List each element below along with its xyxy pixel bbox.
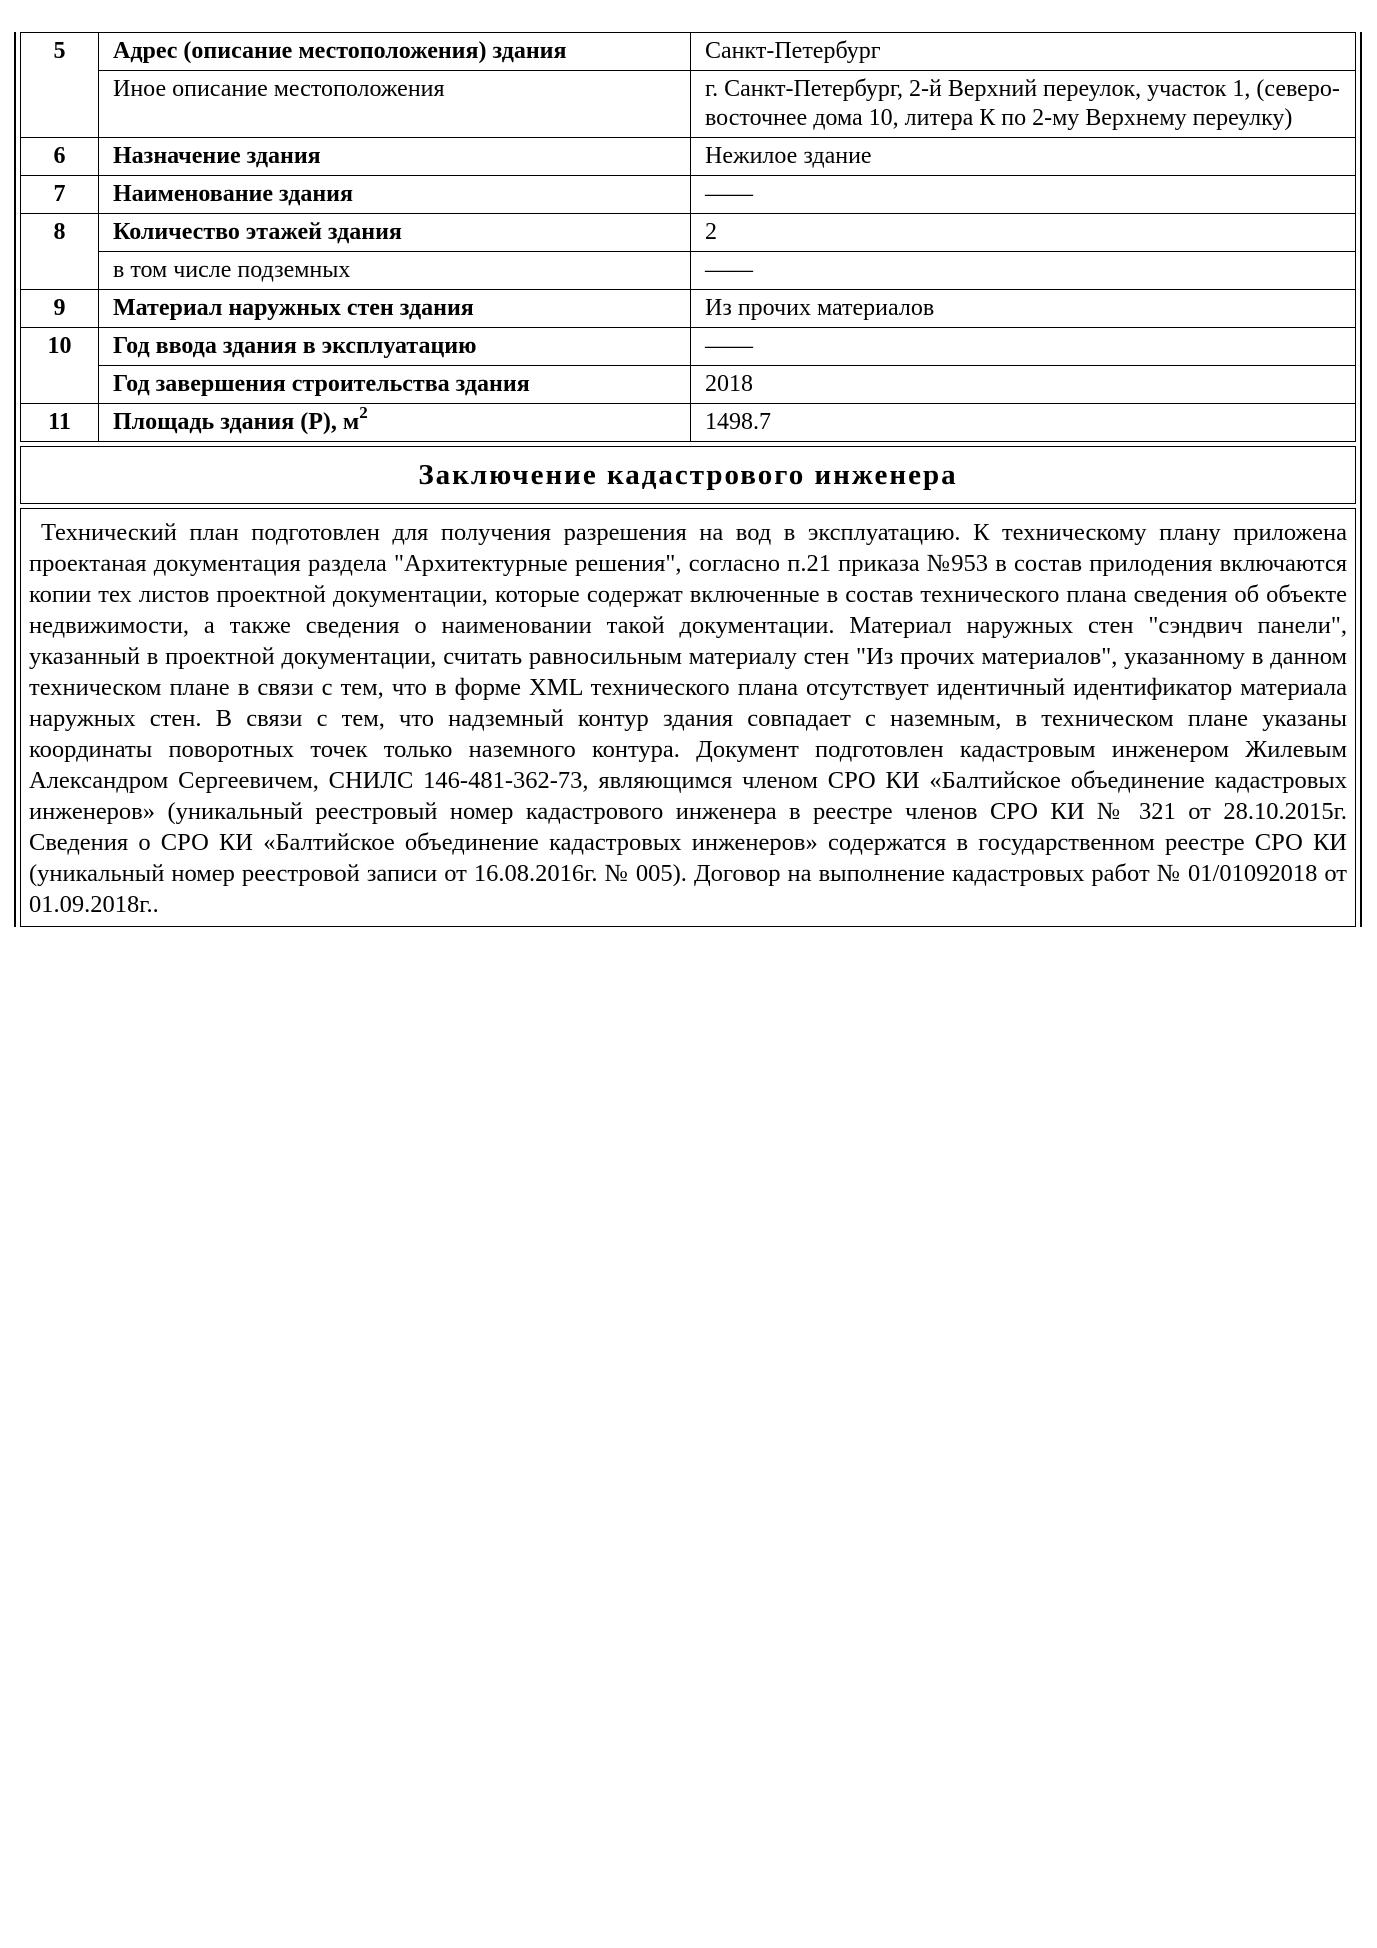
row-value: г. Санкт-Петербург, 2-й Верхний переулок, участок 1, (северо-восточнее дома 10, литера К по 2-му Верхнему переулку) bbox=[691, 71, 1356, 138]
table-row bbox=[21, 71, 1356, 138]
row-label: Год завершения строительства здания bbox=[99, 366, 691, 404]
table-row bbox=[21, 404, 1356, 442]
row-value: —— bbox=[691, 328, 1356, 366]
row-label: Иное описание местоположения bbox=[99, 71, 691, 138]
row-label: Назначение здания bbox=[99, 138, 691, 176]
row-value: Из прочих материалов bbox=[691, 290, 1356, 328]
row-number bbox=[21, 366, 99, 404]
section-title: Заключение кадастрового инженера bbox=[20, 446, 1356, 504]
row-number: 6 bbox=[21, 138, 99, 176]
document-frame bbox=[14, 32, 1362, 927]
row-number: 7 bbox=[21, 176, 99, 214]
row-label: Материал наружных стен здания bbox=[99, 290, 691, 328]
row-value: 2 bbox=[691, 214, 1356, 252]
row-number: 11 bbox=[21, 404, 99, 442]
row-number: 10 bbox=[21, 328, 99, 366]
row-value: —— bbox=[691, 252, 1356, 290]
row-value: Санкт-Петербург bbox=[691, 33, 1356, 71]
table-row bbox=[21, 366, 1356, 404]
table-row bbox=[21, 176, 1356, 214]
row-value: —— bbox=[691, 176, 1356, 214]
building-info-table bbox=[20, 32, 1356, 442]
row-label: в том числе подземных bbox=[99, 252, 691, 290]
conclusion-text: Технический план подготовлен для получения разрешения на вод в эксплуатацию. К техническому плану приложена проектаная документация раздела "Архитектурные решения", согласно п.21 приказа №953 в состав прилодения включаются копии тех листов проектной документации, которые содержат включенные в состав технического плана сведения об объекте недвижимости, а также сведения о наименовании такой документации. Материал наружных стен "сэндвич панели", указанный в проектной документации, считать равносильным материалу стен "Из прочих материалов", указанному в данном техническом плане в связи с тем, что в форме XML технического плана отсутствует идентичный идентификатор материала наружных стен. В связи с тем, что надземный контур здания совпадает с наземным, в техническом плане указаны координаты поворотных точек только наземного контура. Документ подготовлен кадастровым инженером Жилевым Александром Сергеевичем, СНИЛС 146-481-362-73, являющимся членом СРО КИ «Балтийское объединение кадастровых инженеров» (уникальный реестровый номер кадастрового инженера в реестре членов СРО КИ № 321 от 28.10.2015г. Сведения о СРО КИ «Балтийское объединение кадастровых инженеров» содержатся в государственном реестре СРО КИ (уникальный номер реестровой записи от 16.08.2016г. № 005). Договор на выполнение кадастровых работ № 01/01092018 от 01.09.2018г.. bbox=[20, 508, 1356, 927]
table-row bbox=[21, 290, 1356, 328]
row-value: Нежилое здание bbox=[691, 138, 1356, 176]
row-label: Количество этажей здания bbox=[99, 214, 691, 252]
row-label: Год ввода здания в эксплуатацию bbox=[99, 328, 691, 366]
row-label: Адрес (описание местоположения) здания bbox=[99, 33, 691, 71]
row-value: 2018 bbox=[691, 366, 1356, 404]
row-number: 5 bbox=[21, 33, 99, 71]
table-row bbox=[21, 33, 1356, 71]
row-label: Наименование здания bbox=[99, 176, 691, 214]
row-number: 9 bbox=[21, 290, 99, 328]
table-row bbox=[21, 252, 1356, 290]
area-label-text: Площадь здания (Р), м bbox=[113, 409, 360, 435]
area-unit-superscript: 2 bbox=[359, 403, 368, 422]
row-number: 8 bbox=[21, 214, 99, 252]
table-row bbox=[21, 214, 1356, 252]
row-number bbox=[21, 71, 99, 138]
row-value: 1498.7 bbox=[691, 404, 1356, 442]
row-number bbox=[21, 252, 99, 290]
row-label bbox=[99, 404, 691, 442]
table-row bbox=[21, 328, 1356, 366]
table-row bbox=[21, 138, 1356, 176]
